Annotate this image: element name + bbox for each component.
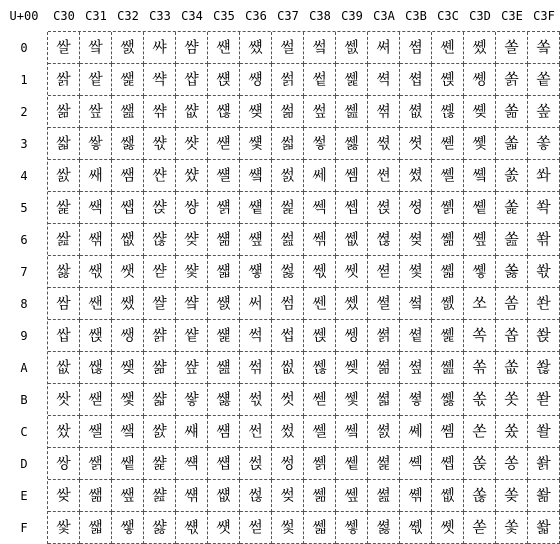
glyph-cell-c370: 썰 [272, 32, 304, 64]
glyph-cell-c357: 썗 [208, 256, 240, 288]
glyph-cell-c3f3: 쏳 [528, 128, 560, 160]
glyph-cell-c320: 쌠 [112, 32, 144, 64]
glyph-cell-c3de: 쏞 [464, 480, 496, 512]
glyph-cell-c392: 쎒 [336, 96, 368, 128]
glyph-cell-c34e: 썎 [176, 480, 208, 512]
glyph-cell-c3a5: 쎥 [368, 192, 400, 224]
glyph-cell-c389: 쎉 [304, 320, 336, 352]
glyph-cell-c3ab: 쎫 [368, 384, 400, 416]
glyph-cell-c3bd: 쎽 [400, 448, 432, 480]
glyph-cell-c3d1: 쏑 [464, 64, 496, 96]
glyph-cell-c3ef: 쏯 [496, 512, 528, 544]
glyph-cell-c35c: 썜 [208, 416, 240, 448]
glyph-cell-c34a: 썊 [176, 352, 208, 384]
glyph-cell-c393: 쎓 [336, 128, 368, 160]
row-header-3: 3 [20, 137, 28, 151]
glyph-cell-c33a: 쌺 [144, 352, 176, 384]
glyph-cell-c3f8: 쏸 [528, 288, 560, 320]
glyph-cell-c317: 쌗 [80, 256, 112, 288]
column-header-c38: C38 [309, 9, 331, 23]
glyph-cell-c39e: 쎞 [336, 480, 368, 512]
column-header-c30: C30 [53, 9, 75, 23]
glyph-cell-c37f: 썿 [272, 512, 304, 544]
glyph-cell-c3bf: 쎿 [400, 512, 432, 544]
glyph-cell-c365: 썥 [240, 192, 272, 224]
glyph-cell-c3d0: 쏐 [464, 32, 496, 64]
glyph-cell-c381: 쎁 [304, 64, 336, 96]
glyph-cell-c30f: 쌏 [48, 512, 80, 544]
glyph-cell-c336: 쌶 [144, 224, 176, 256]
glyph-cell-c3b5: 쎵 [400, 192, 432, 224]
glyph-cell-c3f4: 쏴 [528, 160, 560, 192]
glyph-cell-c3d3: 쏓 [464, 128, 496, 160]
glyph-cell-c3e9: 쏩 [496, 320, 528, 352]
glyph-cell-c30c: 쌌 [48, 416, 80, 448]
glyph-cell-c3dd: 쏝 [464, 448, 496, 480]
glyph-cell-c32f: 쌯 [112, 512, 144, 544]
glyph-cell-c361: 썡 [240, 64, 272, 96]
glyph-cell-c32b: 쌫 [112, 384, 144, 416]
glyph-cell-c348: 썈 [176, 288, 208, 320]
glyph-cell-c3c3: 쏃 [432, 128, 464, 160]
glyph-cell-c3aa: 쎪 [368, 352, 400, 384]
glyph-cell-c363: 썣 [240, 128, 272, 160]
glyph-cell-c325: 쌥 [112, 192, 144, 224]
glyph-cell-c31c: 쌜 [80, 416, 112, 448]
glyph-cell-c32a: 쌪 [112, 352, 144, 384]
glyph-cell-c3ad: 쎭 [368, 448, 400, 480]
glyph-cell-c337: 쌷 [144, 256, 176, 288]
row-header-7: 7 [20, 265, 28, 279]
glyph-cell-c308: 쌈 [48, 288, 80, 320]
glyph-cell-c334: 쌴 [144, 160, 176, 192]
glyph-cell-c327: 쌧 [112, 256, 144, 288]
glyph-cell-c3e3: 쏣 [496, 128, 528, 160]
row-header-c: C [20, 425, 28, 439]
glyph-cell-c3d7: 쏗 [464, 256, 496, 288]
column-header-c39: C39 [341, 9, 363, 23]
glyph-cell-c342: 썂 [176, 96, 208, 128]
row-header-b: B [20, 393, 28, 407]
column-header-c34: C34 [181, 9, 203, 23]
glyph-cell-c323: 쌣 [112, 128, 144, 160]
glyph-cell-c33f: 쌿 [144, 512, 176, 544]
glyph-cell-c3e1: 쏡 [496, 64, 528, 96]
glyph-cell-c332: 쌲 [144, 96, 176, 128]
glyph-cell-c30b: 쌋 [48, 384, 80, 416]
glyph-cell-c33c: 쌼 [144, 416, 176, 448]
column-header-c3f: C3F [533, 9, 555, 23]
glyph-cell-c328: 쌨 [112, 288, 144, 320]
glyph-cell-c38f: 쎏 [304, 512, 336, 544]
glyph-cell-c3bb: 쎻 [400, 384, 432, 416]
glyph-cell-c35a: 썚 [208, 352, 240, 384]
glyph-cell-c3b7: 쎷 [400, 256, 432, 288]
glyph-cell-c3f6: 쏶 [528, 224, 560, 256]
glyph-cell-c339: 쌹 [144, 320, 176, 352]
glyph-cell-c3d5: 쏕 [464, 192, 496, 224]
glyph-cell-c3ea: 쏪 [496, 352, 528, 384]
glyph-cell-c394: 쎔 [336, 160, 368, 192]
row-header-1: 1 [20, 73, 28, 87]
glyph-cell-c3fe: 쏾 [528, 480, 560, 512]
glyph-cell-c3c8: 쏈 [432, 288, 464, 320]
glyph-cell-c31f: 쌟 [80, 512, 112, 544]
glyph-cell-c3ce: 쏎 [432, 480, 464, 512]
glyph-cell-c3b2: 쎲 [400, 96, 432, 128]
glyph-cell-c3c5: 쏅 [432, 192, 464, 224]
glyph-cell-c38c: 쎌 [304, 416, 336, 448]
glyph-cell-c322: 쌢 [112, 96, 144, 128]
glyph-cell-c3d4: 쏔 [464, 160, 496, 192]
glyph-cell-c380: 쎀 [304, 32, 336, 64]
glyph-cell-c383: 쎃 [304, 128, 336, 160]
corner-label: U+00 [9, 9, 39, 23]
glyph-cell-c3f0: 쏰 [528, 32, 560, 64]
glyph-cell-c3e6: 쏦 [496, 224, 528, 256]
glyph-cell-c32c: 쌬 [112, 416, 144, 448]
glyph-cell-c3f5: 쏵 [528, 192, 560, 224]
glyph-cell-c3e7: 쏧 [496, 256, 528, 288]
glyph-cell-c3a4: 쎤 [368, 160, 400, 192]
glyph-cell-c374: 썴 [272, 160, 304, 192]
glyph-cell-c35b: 썛 [208, 384, 240, 416]
glyph-cell-c3ac: 쎬 [368, 416, 400, 448]
glyph-cell-c3c7: 쏇 [432, 256, 464, 288]
glyph-cell-c353: 썓 [208, 128, 240, 160]
glyph-cell-c398: 쎘 [336, 288, 368, 320]
glyph-cell-c354: 썔 [208, 160, 240, 192]
glyph-cell-c34f: 썏 [176, 512, 208, 544]
glyph-cell-c366: 썦 [240, 224, 272, 256]
glyph-cell-c352: 썒 [208, 96, 240, 128]
glyph-cell-c301: 쌁 [48, 64, 80, 96]
glyph-cell-c356: 썖 [208, 224, 240, 256]
glyph-cell-c324: 쌤 [112, 160, 144, 192]
row-header-2: 2 [20, 105, 28, 119]
glyph-cell-c319: 쌙 [80, 320, 112, 352]
glyph-cell-c32e: 쌮 [112, 480, 144, 512]
glyph-cell-c3c6: 쏆 [432, 224, 464, 256]
glyph-cell-c326: 쌦 [112, 224, 144, 256]
glyph-cell-c38e: 쎎 [304, 480, 336, 512]
glyph-cell-c315: 쌕 [80, 192, 112, 224]
row-header-4: 4 [20, 169, 28, 183]
glyph-cell-c3d2: 쏒 [464, 96, 496, 128]
glyph-cell-c3b6: 쎶 [400, 224, 432, 256]
glyph-cell-c3c1: 쏁 [432, 64, 464, 96]
glyph-cell-c373: 썳 [272, 128, 304, 160]
glyph-cell-c349: 썉 [176, 320, 208, 352]
glyph-cell-c3dc: 쏜 [464, 416, 496, 448]
glyph-cell-c38b: 쎋 [304, 384, 336, 416]
glyph-cell-c33e: 쌾 [144, 480, 176, 512]
glyph-cell-c3e8: 쏨 [496, 288, 528, 320]
glyph-cell-c3a8: 쎨 [368, 288, 400, 320]
glyph-cell-c318: 쌘 [80, 288, 112, 320]
glyph-cell-c36a: 썪 [240, 352, 272, 384]
glyph-cell-c34d: 썍 [176, 448, 208, 480]
glyph-cell-c3fc: 쏼 [528, 416, 560, 448]
glyph-cell-c300: 쌀 [48, 32, 80, 64]
glyph-cell-c358: 썘 [208, 288, 240, 320]
column-header-c37: C37 [277, 9, 299, 23]
glyph-cell-c3cb: 쏋 [432, 384, 464, 416]
glyph-cell-c3c0: 쏀 [432, 32, 464, 64]
row-header-9: 9 [20, 329, 28, 343]
glyph-cell-c343: 썃 [176, 128, 208, 160]
glyph-cell-c376: 썶 [272, 224, 304, 256]
column-header-c35: C35 [213, 9, 235, 23]
glyph-cell-c385: 쎅 [304, 192, 336, 224]
glyph-cell-c330: 쌰 [144, 32, 176, 64]
glyph-cell-c3cd: 쏍 [432, 448, 464, 480]
glyph-cell-c3ed: 쏭 [496, 448, 528, 480]
glyph-cell-c378: 썸 [272, 288, 304, 320]
row-header-6: 6 [20, 233, 28, 247]
glyph-cell-c37e: 썾 [272, 480, 304, 512]
glyph-cell-c344: 썄 [176, 160, 208, 192]
glyph-cell-c36e: 썮 [240, 480, 272, 512]
glyph-cell-c382: 쎂 [304, 96, 336, 128]
glyph-cell-c364: 썤 [240, 160, 272, 192]
glyph-cell-c359: 썙 [208, 320, 240, 352]
glyph-cell-c3cc: 쏌 [432, 416, 464, 448]
glyph-cell-c387: 쎇 [304, 256, 336, 288]
glyph-cell-c368: 써 [240, 288, 272, 320]
glyph-cell-c35e: 썞 [208, 480, 240, 512]
glyph-cell-c347: 썇 [176, 256, 208, 288]
glyph-cell-c3a0: 쎠 [368, 32, 400, 64]
glyph-cell-c39a: 쎚 [336, 352, 368, 384]
glyph-cell-c3ba: 쎺 [400, 352, 432, 384]
glyph-cell-c32d: 쌭 [112, 448, 144, 480]
glyph-cell-c31a: 쌚 [80, 352, 112, 384]
column-header-c33: C33 [149, 9, 171, 23]
glyph-cell-c316: 쌖 [80, 224, 112, 256]
glyph-cell-c3e5: 쏥 [496, 192, 528, 224]
glyph-cell-c3a2: 쎢 [368, 96, 400, 128]
glyph-cell-c377: 썷 [272, 256, 304, 288]
glyph-cell-c37b: 썻 [272, 384, 304, 416]
glyph-cell-c3f9: 쏹 [528, 320, 560, 352]
glyph-cell-c340: 썀 [176, 32, 208, 64]
glyph-cell-c34c: 썌 [176, 416, 208, 448]
glyph-cell-c3ee: 쏮 [496, 480, 528, 512]
glyph-cell-c3b4: 쎴 [400, 160, 432, 192]
glyph-cell-c303: 쌃 [48, 128, 80, 160]
glyph-cell-c3fa: 쏺 [528, 352, 560, 384]
glyph-cell-c36d: 썭 [240, 448, 272, 480]
glyph-cell-c3d9: 쏙 [464, 320, 496, 352]
glyph-cell-c33d: 쌽 [144, 448, 176, 480]
glyph-cell-c3ae: 쎮 [368, 480, 400, 512]
glyph-cell-c395: 쎕 [336, 192, 368, 224]
glyph-cell-c3f2: 쏲 [528, 96, 560, 128]
glyph-cell-c306: 쌆 [48, 224, 80, 256]
glyph-cell-c360: 썠 [240, 32, 272, 64]
glyph-cell-c36b: 썫 [240, 384, 272, 416]
column-header-c31: C31 [85, 9, 107, 23]
glyph-cell-c350: 썐 [208, 32, 240, 64]
glyph-cell-c397: 쎗 [336, 256, 368, 288]
column-header-c32: C32 [117, 9, 139, 23]
glyph-cell-c37a: 썺 [272, 352, 304, 384]
glyph-cell-c37d: 썽 [272, 448, 304, 480]
glyph-cell-c30d: 쌍 [48, 448, 80, 480]
row-header-0: 0 [20, 41, 28, 55]
glyph-cell-c35f: 썟 [208, 512, 240, 544]
glyph-cell-c362: 썢 [240, 96, 272, 128]
glyph-cell-c3e2: 쏢 [496, 96, 528, 128]
glyph-cell-c3be: 쎾 [400, 480, 432, 512]
glyph-cell-c3ca: 쏊 [432, 352, 464, 384]
glyph-cell-c3b8: 쎸 [400, 288, 432, 320]
glyph-cell-c369: 썩 [240, 320, 272, 352]
glyph-cell-c346: 썆 [176, 224, 208, 256]
glyph-cell-c335: 쌵 [144, 192, 176, 224]
glyph-cell-c305: 쌅 [48, 192, 80, 224]
glyph-cell-c338: 쌸 [144, 288, 176, 320]
glyph-cell-c3cf: 쏏 [432, 512, 464, 544]
glyph-cell-c3a7: 쎧 [368, 256, 400, 288]
glyph-cell-c367: 썧 [240, 256, 272, 288]
glyph-cell-c36c: 썬 [240, 416, 272, 448]
glyph-cell-c304: 쌄 [48, 160, 80, 192]
row-header-a: A [20, 361, 28, 375]
row-header-5: 5 [20, 201, 28, 215]
glyph-cell-c3d8: 쏘 [464, 288, 496, 320]
glyph-cell-c3b3: 쎳 [400, 128, 432, 160]
glyph-cell-c351: 썑 [208, 64, 240, 96]
glyph-cell-c39b: 쎛 [336, 384, 368, 416]
glyph-cell-c33b: 쌻 [144, 384, 176, 416]
column-header-c3d: C3D [469, 9, 491, 23]
column-header-c3e: C3E [501, 9, 523, 23]
column-header-c36: C36 [245, 9, 267, 23]
glyph-cell-c3da: 쏚 [464, 352, 496, 384]
glyph-cell-c39f: 쎟 [336, 512, 368, 544]
row-header-8: 8 [20, 297, 28, 311]
glyph-cell-c3eb: 쏫 [496, 384, 528, 416]
glyph-cell-c38d: 쎍 [304, 448, 336, 480]
glyph-cell-c3b9: 쎹 [400, 320, 432, 352]
glyph-cell-c3b0: 쎰 [400, 32, 432, 64]
glyph-cell-c309: 쌉 [48, 320, 80, 352]
glyph-cell-c30e: 쌎 [48, 480, 80, 512]
glyph-cell-c3af: 쎯 [368, 512, 400, 544]
glyph-cell-c30a: 쌊 [48, 352, 80, 384]
glyph-cell-c31b: 쌛 [80, 384, 112, 416]
glyph-cell-c307: 쌇 [48, 256, 80, 288]
glyph-cell-c390: 쎐 [336, 32, 368, 64]
glyph-cell-c313: 쌓 [80, 128, 112, 160]
glyph-cell-c3a9: 쎩 [368, 320, 400, 352]
glyph-cell-c3d6: 쏖 [464, 224, 496, 256]
glyph-cell-c333: 쌳 [144, 128, 176, 160]
column-header-c3c: C3C [437, 9, 459, 23]
glyph-cell-c310: 쌐 [80, 32, 112, 64]
glyph-cell-c379: 썹 [272, 320, 304, 352]
glyph-cell-c314: 쌔 [80, 160, 112, 192]
glyph-cell-c38a: 쎊 [304, 352, 336, 384]
glyph-cell-c36f: 썯 [240, 512, 272, 544]
glyph-cell-c371: 썱 [272, 64, 304, 96]
glyph-cell-c311: 쌑 [80, 64, 112, 96]
glyph-cell-c341: 썁 [176, 64, 208, 96]
glyph-cell-c3df: 쏟 [464, 512, 496, 544]
glyph-cell-c3b1: 쎱 [400, 64, 432, 96]
glyph-cell-c3f7: 쏷 [528, 256, 560, 288]
glyph-cell-c3c9: 쏉 [432, 320, 464, 352]
glyph-cell-c39c: 쎜 [336, 416, 368, 448]
glyph-cell-c331: 쌱 [144, 64, 176, 96]
glyph-cell-c3a3: 쎣 [368, 128, 400, 160]
glyph-cell-c391: 쎑 [336, 64, 368, 96]
glyph-cell-c3f1: 쏱 [528, 64, 560, 96]
glyph-cell-c31e: 쌞 [80, 480, 112, 512]
glyph-cell-c3e0: 쏠 [496, 32, 528, 64]
column-header-c3a: C3A [373, 9, 395, 23]
glyph-cell-c302: 쌂 [48, 96, 80, 128]
glyph-cell-c321: 쌡 [112, 64, 144, 96]
row-header-f: F [20, 521, 28, 535]
glyph-cell-c312: 쌒 [80, 96, 112, 128]
glyph-cell-c372: 썲 [272, 96, 304, 128]
glyph-cell-c345: 썅 [176, 192, 208, 224]
glyph-cell-c3bc: 쎼 [400, 416, 432, 448]
glyph-cell-c355: 썕 [208, 192, 240, 224]
glyph-cell-c3db: 쏛 [464, 384, 496, 416]
glyph-cell-c375: 썵 [272, 192, 304, 224]
glyph-cell-c3c4: 쏄 [432, 160, 464, 192]
glyph-cell-c3e4: 쏤 [496, 160, 528, 192]
glyph-cell-c3a6: 쎦 [368, 224, 400, 256]
glyph-cell-c34b: 썋 [176, 384, 208, 416]
glyph-cell-c37c: 썼 [272, 416, 304, 448]
glyph-cell-c3fb: 쏻 [528, 384, 560, 416]
glyph-cell-c3c2: 쏂 [432, 96, 464, 128]
glyph-cell-c386: 쎆 [304, 224, 336, 256]
column-header-c3b: C3B [405, 9, 427, 23]
glyph-cell-c35d: 썝 [208, 448, 240, 480]
glyph-cell-c329: 쌩 [112, 320, 144, 352]
glyph-cell-c3a1: 쎡 [368, 64, 400, 96]
glyph-cell-c396: 쎖 [336, 224, 368, 256]
glyph-cell-c3ec: 쏬 [496, 416, 528, 448]
glyph-cell-c399: 쎙 [336, 320, 368, 352]
glyph-cell-c384: 쎄 [304, 160, 336, 192]
glyph-cell-c388: 쎈 [304, 288, 336, 320]
glyph-cell-c3fd: 쏽 [528, 448, 560, 480]
glyph-cell-c39d: 쎝 [336, 448, 368, 480]
glyph-cell-c31d: 쌝 [80, 448, 112, 480]
row-header-d: D [20, 457, 28, 471]
glyph-cell-c3ff: 쏿 [528, 512, 560, 544]
row-header-e: E [20, 489, 28, 503]
